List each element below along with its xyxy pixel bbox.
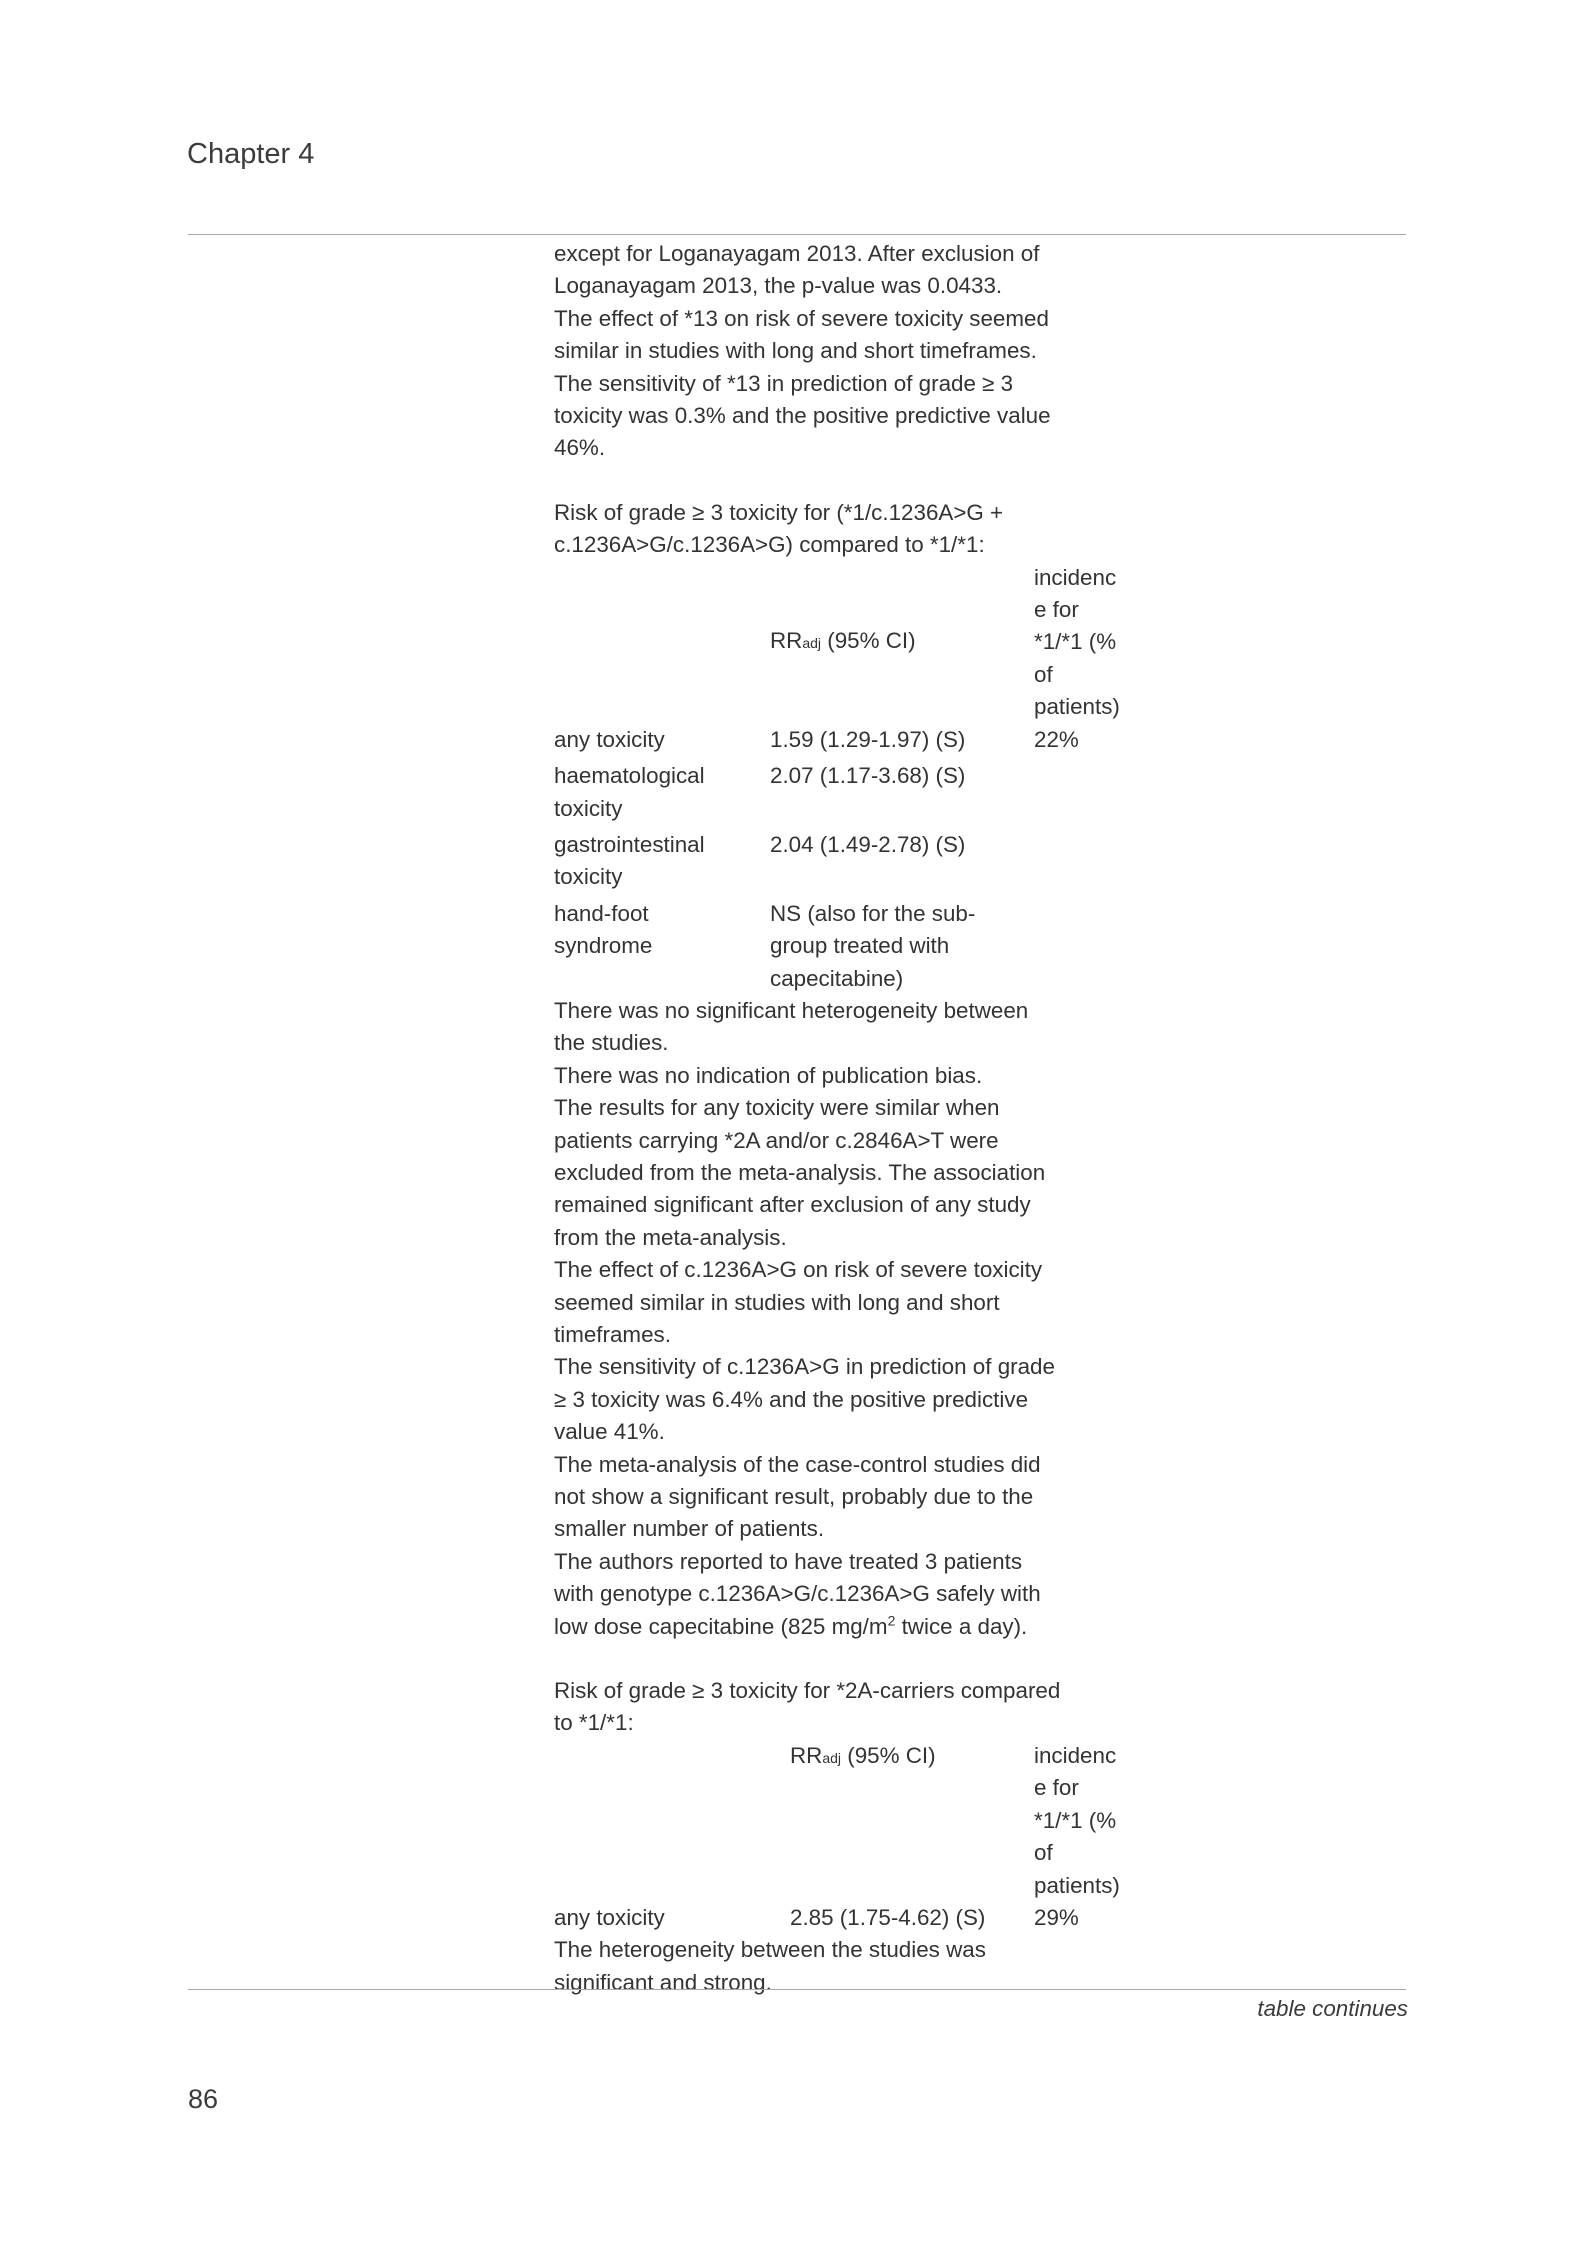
- note-line: The results for any toxicity were similar when: [554, 1095, 1000, 1121]
- note-line: There was no significant heterogeneity between: [554, 997, 1029, 1023]
- note-line: timeframes.: [554, 1322, 671, 1347]
- note-line: smaller number of patients.: [554, 1516, 825, 1542]
- header-empty: [554, 1740, 790, 1902]
- top-divider: [188, 234, 1406, 235]
- intro-line: The effect of *13 on risk of severe toxicity seemed: [554, 305, 1049, 331]
- bottom-divider: [188, 1989, 1406, 1990]
- note-line: not show a significant result, probably due to the: [554, 1484, 1034, 1510]
- row-incidence: [1034, 829, 1144, 898]
- note-line: seemed similar in studies with long and short: [554, 1289, 1000, 1315]
- table-row: [554, 829, 1144, 898]
- row-rr: 2.04 (1.49-2.78) (S): [770, 831, 966, 857]
- table-row: [554, 1902, 1144, 1934]
- section1-heading: Risk of grade ≥ 3 toxicity for (*1/c.1236A>G +: [554, 499, 1004, 525]
- chapter-title: Chapter 4: [187, 138, 315, 170]
- rr-column-header: RRadj (95% CI): [790, 1742, 936, 1768]
- spacer: [554, 465, 1154, 497]
- header-empty: [554, 562, 770, 724]
- row-rr: 2.07 (1.17-3.68) (S): [770, 763, 966, 789]
- intro-line: Loganayagam 2013, the p-value was 0.0433.: [554, 273, 1003, 299]
- note-line: There was no indication of publication bias.: [554, 1062, 983, 1088]
- table-row: [554, 898, 1144, 995]
- intro-line: toxicity was 0.3% and the positive predictive value: [554, 403, 1051, 429]
- note-line: remained significant after exclusion of any study: [554, 1192, 1031, 1218]
- note-line: The effect of c.1236A>G on risk of severe toxicity: [554, 1257, 1043, 1283]
- page-number: 86: [188, 2084, 219, 2114]
- table-row: [554, 760, 1144, 829]
- section2-heading: to *1/*1:: [554, 1710, 634, 1736]
- row-incidence: [1034, 898, 1144, 995]
- incidence-column-header: incidenc e for *1/*1 (% of patients): [1034, 564, 1120, 720]
- row-rr: NS (also for the sub- group treated with capecitabine): [770, 900, 976, 991]
- incidence-column-header: incidenc e for *1/*1 (% of patients): [1034, 1742, 1120, 1898]
- table-continues-note: table continues: [1257, 1996, 1408, 2021]
- intro-line: The sensitivity of *13 in prediction of grade ≥ 3: [554, 370, 1014, 396]
- row-rr: 2.85 (1.75-4.62) (S): [790, 1904, 986, 1930]
- row-incidence: [1034, 760, 1144, 829]
- row-incidence: 22%: [1034, 726, 1079, 752]
- note-line: The meta-analysis of the case-control studies did: [554, 1451, 1041, 1477]
- note-line: the studies.: [554, 1030, 669, 1056]
- table-cell-content: [554, 238, 1154, 1999]
- section1-heading: c.1236A>G/c.1236A>G) compared to *1/*1:: [554, 532, 985, 558]
- spacer: [554, 1643, 1154, 1675]
- row-incidence: 29%: [1034, 1904, 1079, 1930]
- intro-line: 46%.: [554, 435, 606, 461]
- note-line: with genotype c.1236A>G/c.1236A>G safely with: [554, 1581, 1041, 1607]
- note-line: The sensitivity of c.1236A>G in prediction of grade: [554, 1354, 1055, 1380]
- note-line: patients carrying *2A and/or c.2846A>T were: [554, 1127, 999, 1153]
- row-label: gastrointestinal toxicity: [554, 831, 705, 890]
- table-header-row: [554, 562, 1144, 724]
- note-line: excluded from the meta-analysis. The association: [554, 1159, 1046, 1185]
- row-label: any toxicity: [554, 726, 665, 752]
- section2-table: [554, 1740, 1144, 1934]
- note-line: value 41%.: [554, 1419, 665, 1445]
- note-line: from the meta-analysis.: [554, 1224, 787, 1250]
- row-rr: 1.59 (1.29-1.97) (S): [770, 726, 966, 752]
- table-row: [554, 724, 1144, 760]
- row-label: any toxicity: [554, 1904, 665, 1930]
- note-line: ≥ 3 toxicity was 6.4% and the positive predictive: [554, 1386, 1029, 1412]
- intro-line: similar in studies with long and short timeframes.: [554, 338, 1037, 364]
- row-label: hand-foot syndrome: [554, 900, 653, 959]
- table-header-row: [554, 1740, 1144, 1902]
- rr-column-header: RRadj (95% CI): [770, 628, 916, 654]
- section2-heading: Risk of grade ≥ 3 toxicity for *2A-carriers compared: [554, 1678, 1061, 1704]
- note-line: low dose capecitabine (825 $mg/m^2$ twice a day).: [554, 1612, 1028, 1639]
- section1-table: [554, 562, 1144, 995]
- note-line: The heterogeneity between the studies was: [554, 1937, 986, 1963]
- row-label: haematological toxicity: [554, 763, 705, 821]
- note-line: significant and strong.: [554, 1969, 772, 1995]
- intro-line: except for Loganayagam 2013. After exclusion of: [554, 241, 1040, 266]
- note-line: The authors reported to have treated 3 patients: [554, 1548, 1023, 1574]
